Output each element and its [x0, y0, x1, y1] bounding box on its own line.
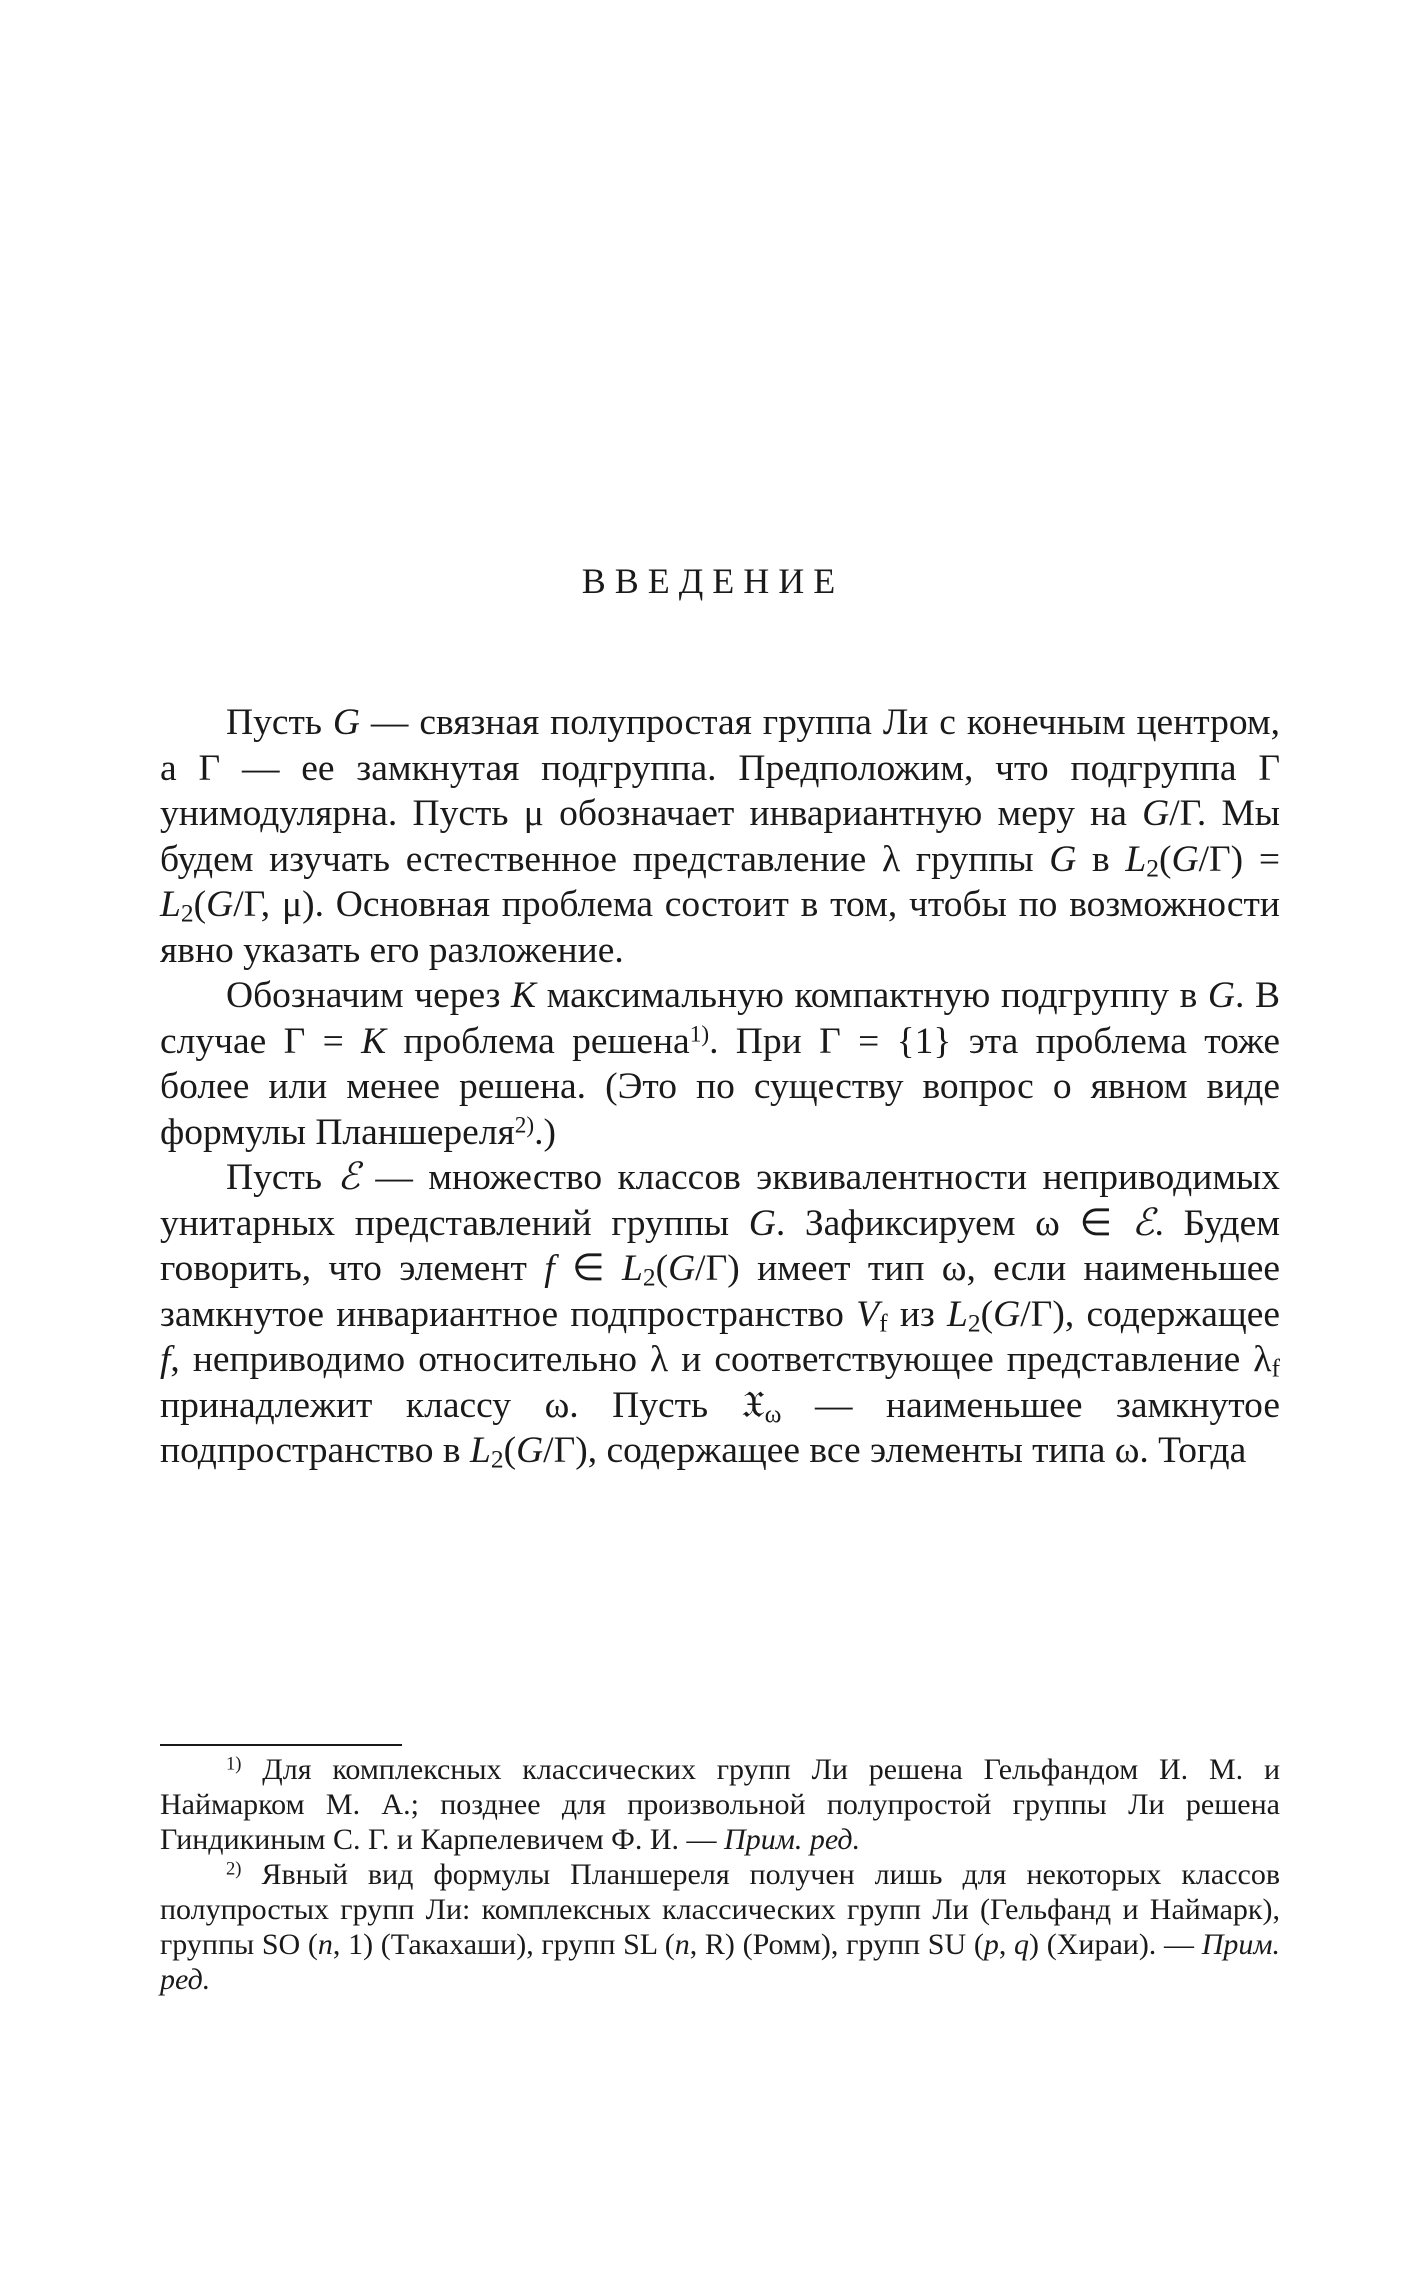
math-symbol: L [160, 884, 181, 925]
math-symbol: G [516, 1430, 544, 1471]
math-symbol: G [1142, 793, 1170, 834]
paragraph: Пусть ℰ — множество классов эквивалентности неприводимых унитарных представлений группы G. Зафиксируем ω ∈ ℰ. Будем говорить, что элемент f ∈ $L_2(G/\Gamma)$ имеет тип ω, если наименьшее замкнутое инвариантное подпространство $V_f$ из $L_2(G/\Gamma)$, содержащее f, неприводимо относительно λ и соответствующее представление $\lambda_f$ принадлежит классу ω. Пусть 𝔛$_\omega$ — наименьшее замкнутое подпространство в $L_2(G/\Gamma)$, содержащее все элементы типа ω. Тогда [160, 1157, 1281, 1474]
subscript: ω [764, 1399, 782, 1429]
math-symbol: L [469, 1430, 491, 1471]
math-symbol: Прим. ред. [724, 1823, 861, 1856]
math-symbol: G [1049, 838, 1077, 880]
chapter-heading: ВВЕДЕНИЕ [581, 561, 845, 601]
math-symbol: ℰ [1131, 1202, 1155, 1244]
footnote: $^{2)}$ Явный вид формулы Планшереля получен лишь для некоторых классов полупростых групп Ли: комплексных классических групп Ли (Гельфанд и Наймарк), группы SO (n, 1) (Такахаши), групп SL (n, R) (Ромм), групп SU (p, q) (Хираи). — Прим. ред. [160, 1858, 1281, 1996]
footnote: $^{1)}$ Для комплексных классических групп Ли решена Гельфандом И. М. и Наймарком М. А.; позднее для произвольной полупростой группы Ли решена Гиндикиным С. Г. и Карпелевичем Ф. И. — Прим. ред. [160, 1753, 1280, 1856]
math-symbol: q [1014, 1928, 1030, 1961]
subscript: 2 [490, 1444, 504, 1474]
footnote-divider [160, 1744, 402, 1746]
math-symbol: G [1171, 838, 1199, 880]
math-symbol: V [856, 1293, 880, 1335]
math-symbol: G [748, 1202, 776, 1244]
subscript: 2 [1146, 853, 1159, 883]
subscript: 2 [642, 1262, 656, 1292]
math-symbol: K [511, 975, 537, 1016]
math-symbol: ℰ [337, 1157, 361, 1198]
subscript: f [1271, 1353, 1280, 1383]
math-symbol: G [668, 1248, 696, 1289]
math-symbol: G [1207, 975, 1235, 1016]
math-symbol: p [983, 1928, 999, 1961]
math-symbol: K [361, 1020, 387, 1062]
footnote-marker: 2) [514, 1111, 535, 1138]
math-symbol: L [947, 1293, 968, 1335]
footnotes [160, 1752, 1280, 1997]
main-text [160, 700, 1280, 1474]
footnote-marker: 2) [226, 1858, 242, 1880]
paragraph: Обозначим через K максимальную компактную подгруппу в G. В случае Γ = K проблема решена$^{1)}$. При Γ = {1} эта проблема тоже более или менее решена. (Это по существу вопрос о явном виде формулы Планшереля$^{2)}$.) [160, 975, 1281, 1153]
math-symbol: L [1125, 838, 1147, 880]
math-symbol: n [674, 1928, 690, 1961]
math-symbol: n [317, 1928, 333, 1961]
math-symbol: f [544, 1248, 555, 1289]
subscript: 2 [967, 1308, 981, 1338]
math-symbol: Прим. ред. [160, 1928, 1281, 1996]
subscript: 2 [180, 898, 194, 928]
subscript: f [879, 1308, 888, 1338]
footnote-marker: 1) [226, 1753, 242, 1775]
footnote-marker: 1) [689, 1020, 710, 1047]
math-symbol: f [160, 1339, 171, 1380]
math-symbol: G [206, 884, 234, 925]
math-symbol: G [993, 1293, 1021, 1335]
math-symbol: L [621, 1248, 643, 1289]
paragraph: Пусть G — связная полупростая группа Ли с конечным центром, а Γ — ее замкнутая подгруппа. Предположим, что подгруппа Γ унимодулярна. Пусть μ обозначает инвариантную меру на G/Γ. Мы будем изучать естественное представление λ группы G в $L_2(G/\Gamma) = L_2(G/\Gamma$, μ). Основная проблема состоит в том, чтобы по возможности явно указать его разложение. [160, 702, 1280, 971]
math-symbol: G [332, 702, 360, 743]
